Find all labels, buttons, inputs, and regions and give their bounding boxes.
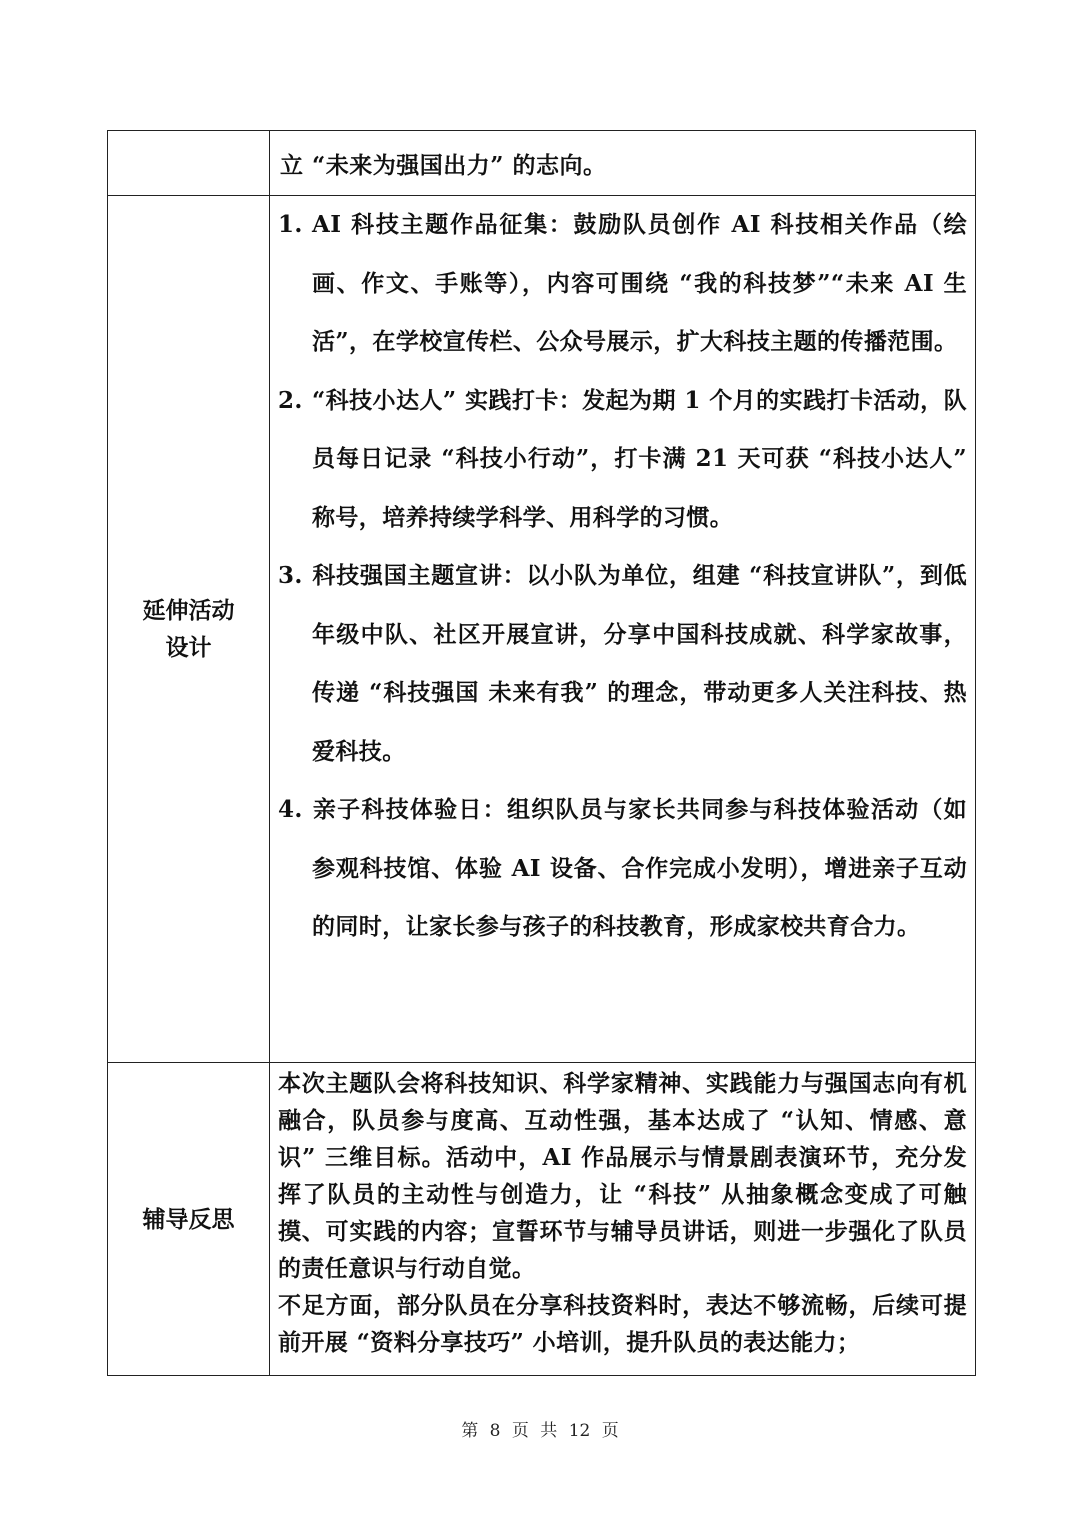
row-label-empty <box>108 131 270 196</box>
table-row-continuation <box>108 131 976 196</box>
list-item <box>278 781 967 957</box>
item-title: “科技小达人” 实践打卡： <box>312 386 583 414</box>
item-text: 发起为期 1 个月的实践打卡活动，队员每日记录 “科技小行动”，打卡满 21 天可获 “科技小达人” 称号，培养持续学科学、用科学的习惯。 <box>312 386 968 531</box>
continuation-text <box>270 131 976 196</box>
item-text: 鼓励队员创作 AI 科技相关作品（绘画、作文、手账等），内容可围绕 “我的科技梦”“未来 AI 生活”，在学校宣传栏、公众号展示，扩大科技主题的传播范围。 <box>312 211 967 355</box>
table-row-extension-activities <box>108 196 976 1063</box>
list-item <box>278 196 967 372</box>
document-table <box>107 130 976 1376</box>
reflection-label-text: 辅导反思 <box>142 1205 235 1233</box>
reflection-content <box>270 1063 976 1376</box>
table-row-reflection <box>108 1063 976 1376</box>
item-number: 1. <box>278 211 303 238</box>
list-item <box>278 547 967 781</box>
extension-label-text: 延伸活动设计 <box>142 597 235 661</box>
item-title: AI 科技主题作品征集： <box>312 211 574 238</box>
row-label-extension <box>108 196 270 1063</box>
page-number-footer: 第 8 页 共 12 页 <box>461 1421 619 1441</box>
item-number: 2. <box>278 386 303 414</box>
item-number: 3. <box>278 562 303 589</box>
extension-activity-list <box>278 196 967 957</box>
item-number: 4. <box>278 796 303 823</box>
list-item <box>278 372 967 548</box>
item-text: 组织队员与家长共同参与科技体验活动（如参观科技馆、体验 AI 设备、合作完成小发明），增进亲子互动的同时，让家长参与孩子的科技教育，形成家校共育合力。 <box>312 796 967 940</box>
continuation-line: 立 “未来为强国出力” 的志向。 <box>280 151 607 179</box>
row-label-reflection <box>108 1063 270 1376</box>
item-title: 亲子科技体验日： <box>312 796 507 823</box>
item-text: 以小队为单位，组建 “科技宣讲队”，到低年级中队、社区开展宣讲，分享中国科技成就、科学家故事，传递 “科技强国 未来有我” 的理念，带动更多人关注科技、热爱科技。 <box>312 562 967 765</box>
reflection-paragraph: 不足方面，部分队员在分享科技资料时，表达不够流畅，后续可提前开展 “资料分享技巧” 小培训，提升队员的表达能力； <box>278 1292 967 1356</box>
extension-activities-content <box>270 196 976 1063</box>
item-title: 科技强国主题宣讲： <box>312 562 527 589</box>
reflection-paragraph: 本次主题队会将科技知识、科学家精神、实践能力与强国志向有机融合，队员参与度高、互动性强，基本达成了 “认知、情感、意识” 三维目标。活动中，AI 作品展示与情景剧表演环节，充分发挥了队员的主动性与创造力，让 “科技” 从抽象概念变成了可触摸、可实践的内容；宣誓环节与辅导员讲话，则进一步强化了队员的责任意识与行动自觉。 <box>278 1070 967 1282</box>
